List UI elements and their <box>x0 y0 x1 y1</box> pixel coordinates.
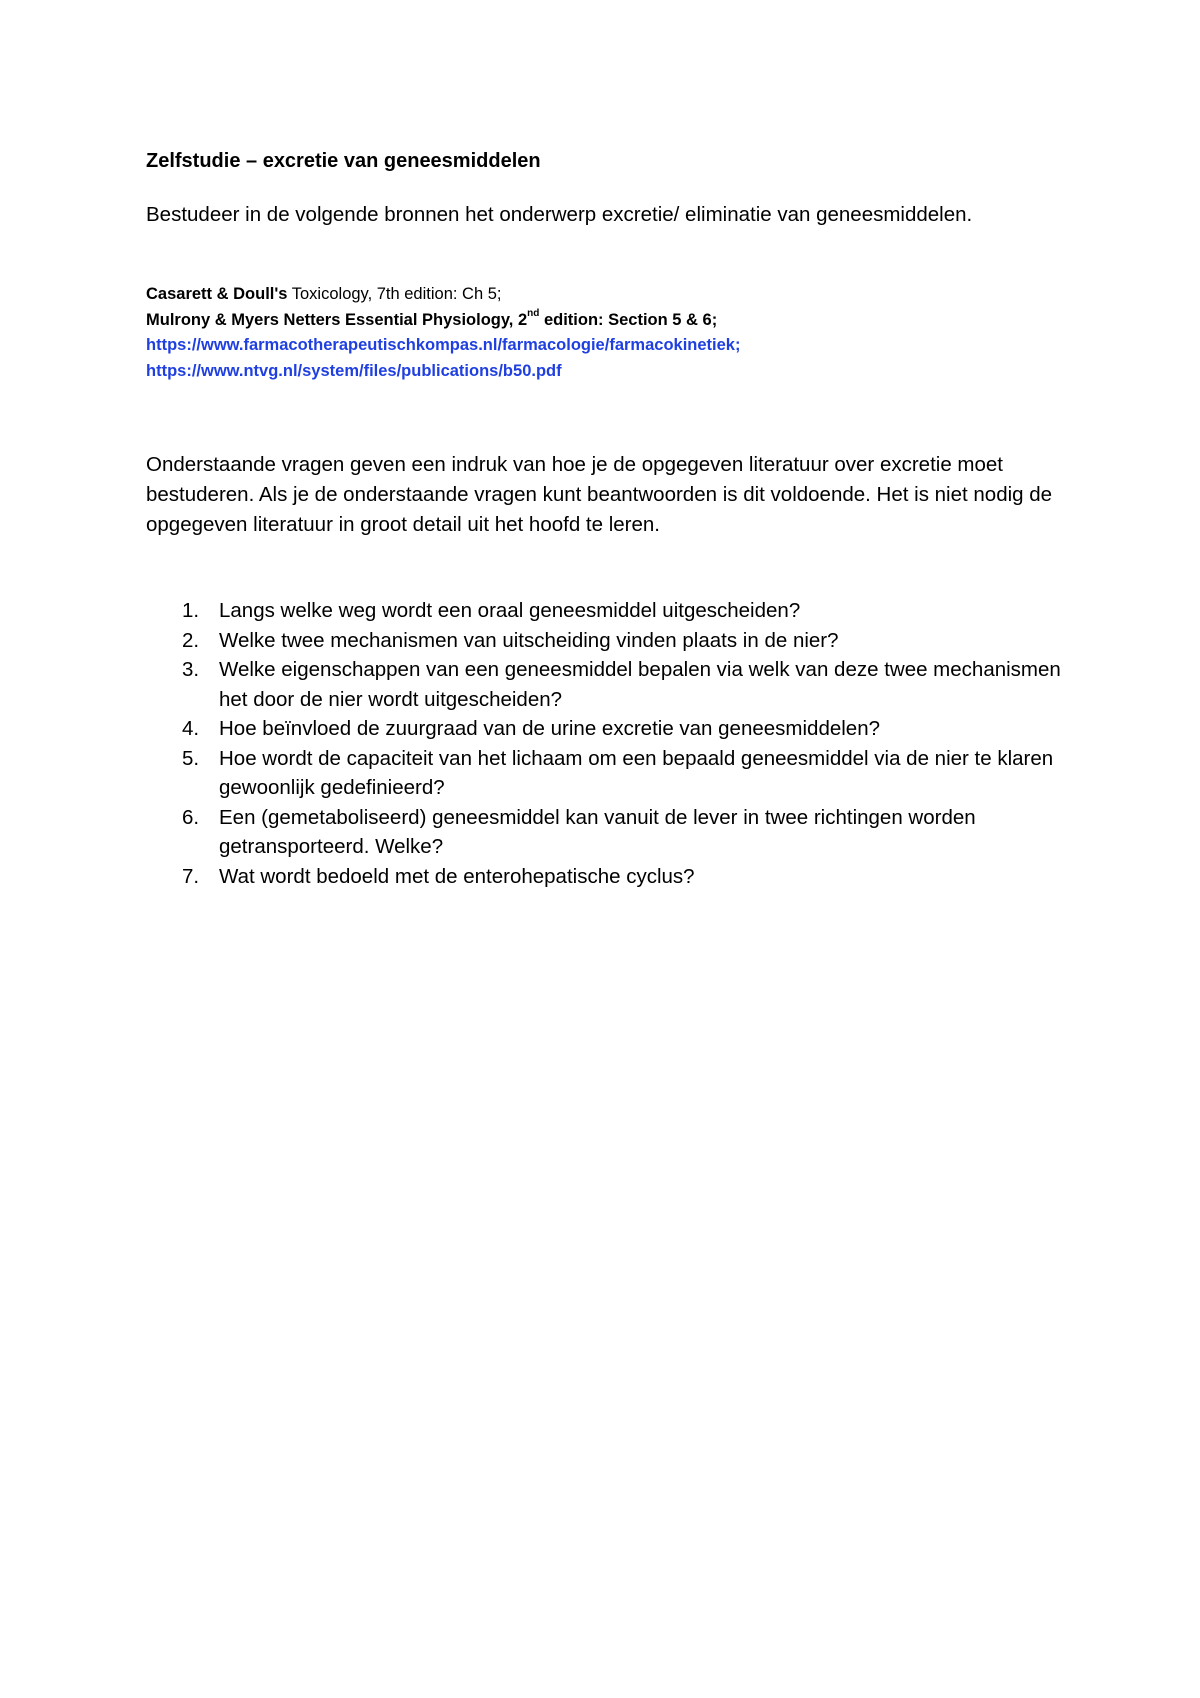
question-number: 4. <box>182 717 200 740</box>
question-number: 6. <box>182 805 200 829</box>
question-text: Welke twee mechanismen van uitscheiding vinden plaats in de nier? <box>219 628 839 652</box>
source-netters-prefix: Mulrony & Myers Netters Essential Physiology, 2 <box>146 310 528 329</box>
question-text: Welke eigenschappen van een geneesmiddel bepalen via welk van deze twee mechanismen het door de nier wordt uitgescheiden? <box>219 658 1061 711</box>
list-item <box>146 744 1076 803</box>
explanation-paragraph: Onderstaande vragen geven een indruk van hoe je de opgegeven literatuur over excretie moet bestuderen. Als je de onderstaande vragen kunt beantwoorden is dit voldoende. Het is niet nodig de opgegeven literatuur in groot detail uit het hoofd te leren. <box>146 453 1053 536</box>
question-text: Een (gemetaboliseerd) geneesmiddel kan vanuit de lever in twee richtingen worden getransporteerd. Welke? <box>219 805 976 858</box>
questions-list <box>146 596 1076 891</box>
list-item <box>146 596 1076 626</box>
list-item <box>146 714 1076 744</box>
source-netters-suffix: edition: Section 5 & 6; <box>539 310 718 329</box>
question-text: Hoe wordt de capaciteit van het lichaam om een bepaald geneesmiddel via de nier te klaren gewoonlijk gedefinieerd? <box>219 746 1054 799</box>
list-item <box>146 655 1076 714</box>
question-number: 5. <box>182 746 200 770</box>
question-number: 1. <box>182 599 200 622</box>
link-ntvg-pdf[interactable]: https://www.ntvg.nl/system/files/publications/b50.pdf <box>146 361 562 380</box>
source-casarett-name: Casarett & Doull's <box>146 285 288 303</box>
source-netters-superscript: nd <box>527 308 540 319</box>
source-casarett <box>146 282 1076 308</box>
question-number: 7. <box>182 864 200 888</box>
source-casarett-details: Toxicology, 7th edition: Ch 5; <box>287 285 502 303</box>
question-text: Hoe beïnvloed de zuurgraad van de urine excretie van geneesmiddelen? <box>219 717 881 740</box>
question-number: 2. <box>182 628 200 652</box>
intro-paragraph: Bestudeer in de volgende bronnen het onderwerp excretie/ eliminatie van geneesmiddelen. <box>146 203 973 226</box>
question-number: 3. <box>182 658 200 681</box>
question-text: Wat wordt bedoeld met de enterohepatische cyclus? <box>219 864 695 888</box>
question-text: Langs welke weg wordt een oraal geneesmiddel uitgescheiden? <box>219 599 801 622</box>
document-title: Zelfstudie – excretie van geneesmiddelen <box>146 150 541 172</box>
sources-list <box>146 282 1076 384</box>
list-item <box>146 626 1076 656</box>
document-content <box>146 146 1076 891</box>
list-item <box>146 803 1076 862</box>
source-netters <box>146 308 1076 334</box>
list-item <box>146 862 1076 892</box>
link-farmacotherapeutisch-kompas[interactable]: https://www.farmacotherapeutischkompas.nl/farmacologie/farmacokinetiek; <box>146 336 741 354</box>
